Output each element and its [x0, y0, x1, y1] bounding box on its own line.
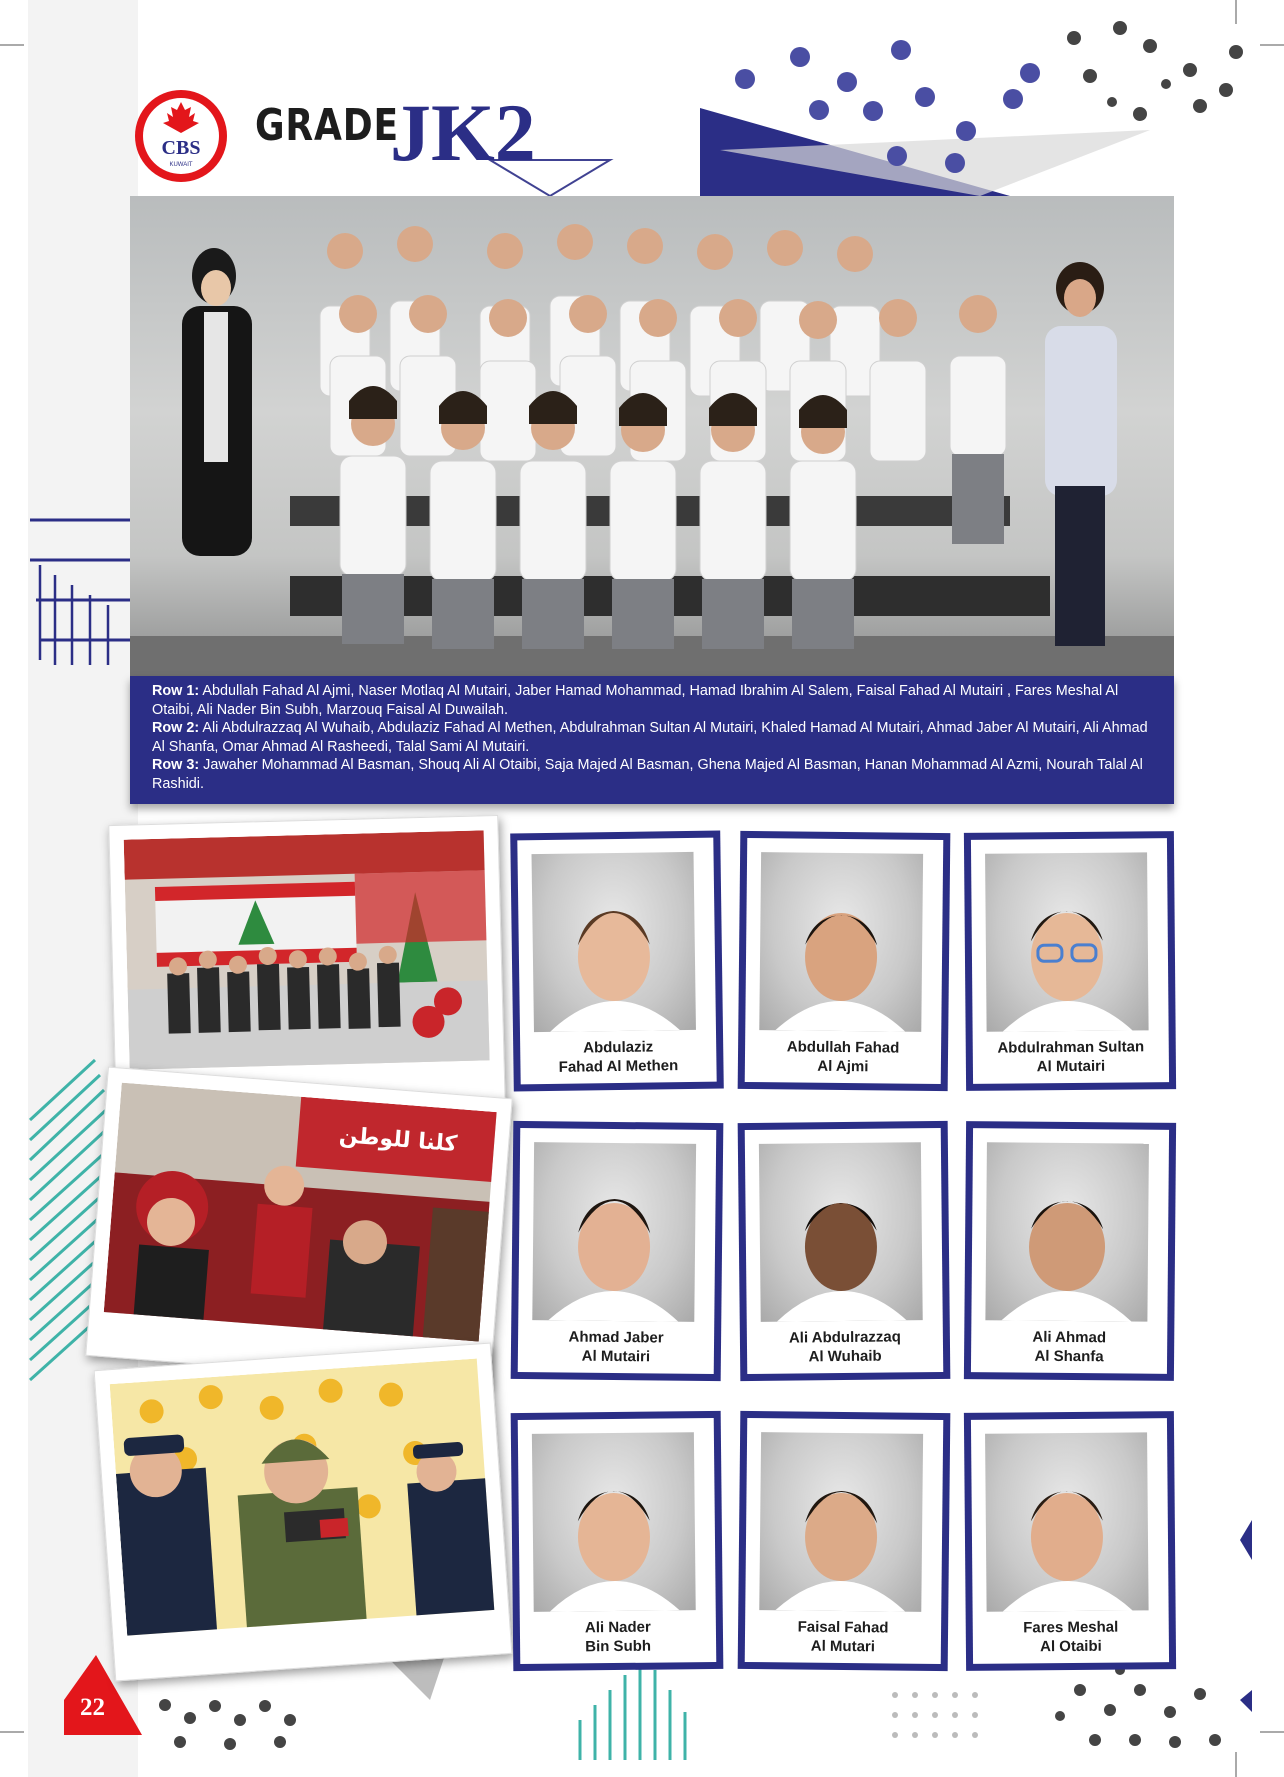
- student-card: [510, 831, 724, 1092]
- student-photo: [985, 852, 1149, 1031]
- student-card: [738, 1411, 951, 1671]
- student-photo: [759, 1142, 923, 1322]
- student-name-line2: Al Otaibi: [1040, 1637, 1102, 1656]
- student-photo: [532, 852, 696, 1032]
- activity-photo-image: [124, 830, 490, 1069]
- student-name-line2: Al Mutairi: [581, 1347, 651, 1366]
- activity-photo-image: [104, 1083, 497, 1342]
- student-name-line1: Abdulaziz: [583, 1038, 654, 1057]
- student-card: [738, 1121, 951, 1381]
- student-name-line1: Ali Abdulrazzaq: [788, 1328, 901, 1347]
- student-card: [964, 1121, 1176, 1381]
- student-name: [973, 1617, 1169, 1657]
- student-name: [520, 1617, 716, 1657]
- student-photo: [532, 1142, 696, 1322]
- student-name-line2: Al Wuhaib: [808, 1347, 882, 1366]
- caption-row-1: [152, 682, 1152, 719]
- student-name: [520, 1037, 717, 1078]
- logo-subtext: KUWAIT: [169, 162, 193, 168]
- student-card: [738, 831, 951, 1091]
- student-name-line2: Bin Subh: [585, 1637, 652, 1656]
- activity-photo-image: [110, 1359, 495, 1636]
- student-name: [745, 1037, 941, 1077]
- student-card: [511, 1411, 724, 1671]
- banner-text: كلنا للوطن: [338, 1122, 459, 1158]
- class-photo-illustration: [130, 196, 1174, 676]
- class-photo-caption: [130, 676, 1174, 804]
- student-photo: [985, 1432, 1149, 1611]
- student-name-line2: Al Ajmi: [817, 1057, 869, 1076]
- row-1-label: Row 1:: [152, 683, 200, 699]
- row-3-label: Row 3:: [152, 757, 200, 774]
- student-photo: [532, 1432, 696, 1612]
- grade-code: JK2: [390, 87, 536, 178]
- student-name-line2: Al Mutari: [810, 1637, 876, 1656]
- class-photo: [130, 196, 1174, 676]
- student-name-line1: Ali Ahmad: [1032, 1328, 1107, 1347]
- activity-photo-national-day: [85, 1067, 513, 1388]
- student-name-line1: Ali Nader: [584, 1618, 651, 1637]
- student-card: [511, 1121, 724, 1381]
- student-name: [973, 1037, 1169, 1077]
- caption-row-3: [152, 756, 1152, 793]
- row-3-names: Jawaher Mohammad Al Basman, Shouq Ali Al Otaibi, Saja Majed Al Basman, Ghena Majed Al Basman, Hanan Mohammad Al Azmi, Nourah Talal Al Rashidi.: [152, 757, 1143, 792]
- student-photo: [985, 1142, 1149, 1321]
- student-name-line1: Ahmad Jaber: [568, 1328, 664, 1347]
- student-name-line1: Fares Meshal: [1023, 1618, 1119, 1637]
- student-card: [964, 831, 1176, 1091]
- grade-label: GRADE: [255, 100, 400, 151]
- student-name-line2: Al Mutairi: [1036, 1057, 1106, 1076]
- student-name-line2: Fahad Al Methen: [558, 1057, 679, 1076]
- student-name: [518, 1327, 714, 1367]
- activity-photo-lebanon-day: [108, 815, 505, 1115]
- student-card: [964, 1411, 1176, 1671]
- row-2-label: Row 2:: [152, 720, 200, 737]
- student-name-line2: Al Shanfa: [1034, 1347, 1104, 1366]
- student-name: [747, 1327, 943, 1367]
- cbs-logo: [133, 88, 229, 184]
- student-name-line1: Faisal Fahad: [797, 1618, 889, 1637]
- activity-photo-career-day: [94, 1342, 513, 1681]
- student-name: [971, 1327, 1167, 1367]
- student-name-line1: Abdulrahman Sultan: [997, 1038, 1145, 1057]
- student-name: [745, 1617, 941, 1657]
- student-photo: [759, 1432, 923, 1612]
- student-name-line1: Abdullah Fahad: [786, 1038, 900, 1057]
- caption-row-2: [152, 719, 1152, 756]
- logo-text: CBS: [161, 137, 201, 159]
- student-photo: [759, 852, 923, 1032]
- page-number: 22: [80, 1694, 105, 1721]
- row-2-names: Ali Abdulrazzaq Al Wuhaib, Abdulaziz Fahad Al Methen, Abdulrahman Sultan Al Mutairi, Khaled Hamad Al Mutairi, Ahmad Jaber Al Mutairi, Ali Ahmad Al Shanfa, Omar Ahmad Al Rasheedi, Talal Sami Al Mutairi.: [152, 720, 1148, 755]
- row-1-names: Abdullah Fahad Al Ajmi, Naser Motlaq Al Mutairi, Jaber Hamad Mohammad, Hamad Ibrahim Al Salem, Faisal Fahad Al Mutairi , Fares Meshal Al Otaibi, Ali Nader Bin Subh, Marzouq Faisal Al Duwailah.: [152, 683, 1119, 718]
